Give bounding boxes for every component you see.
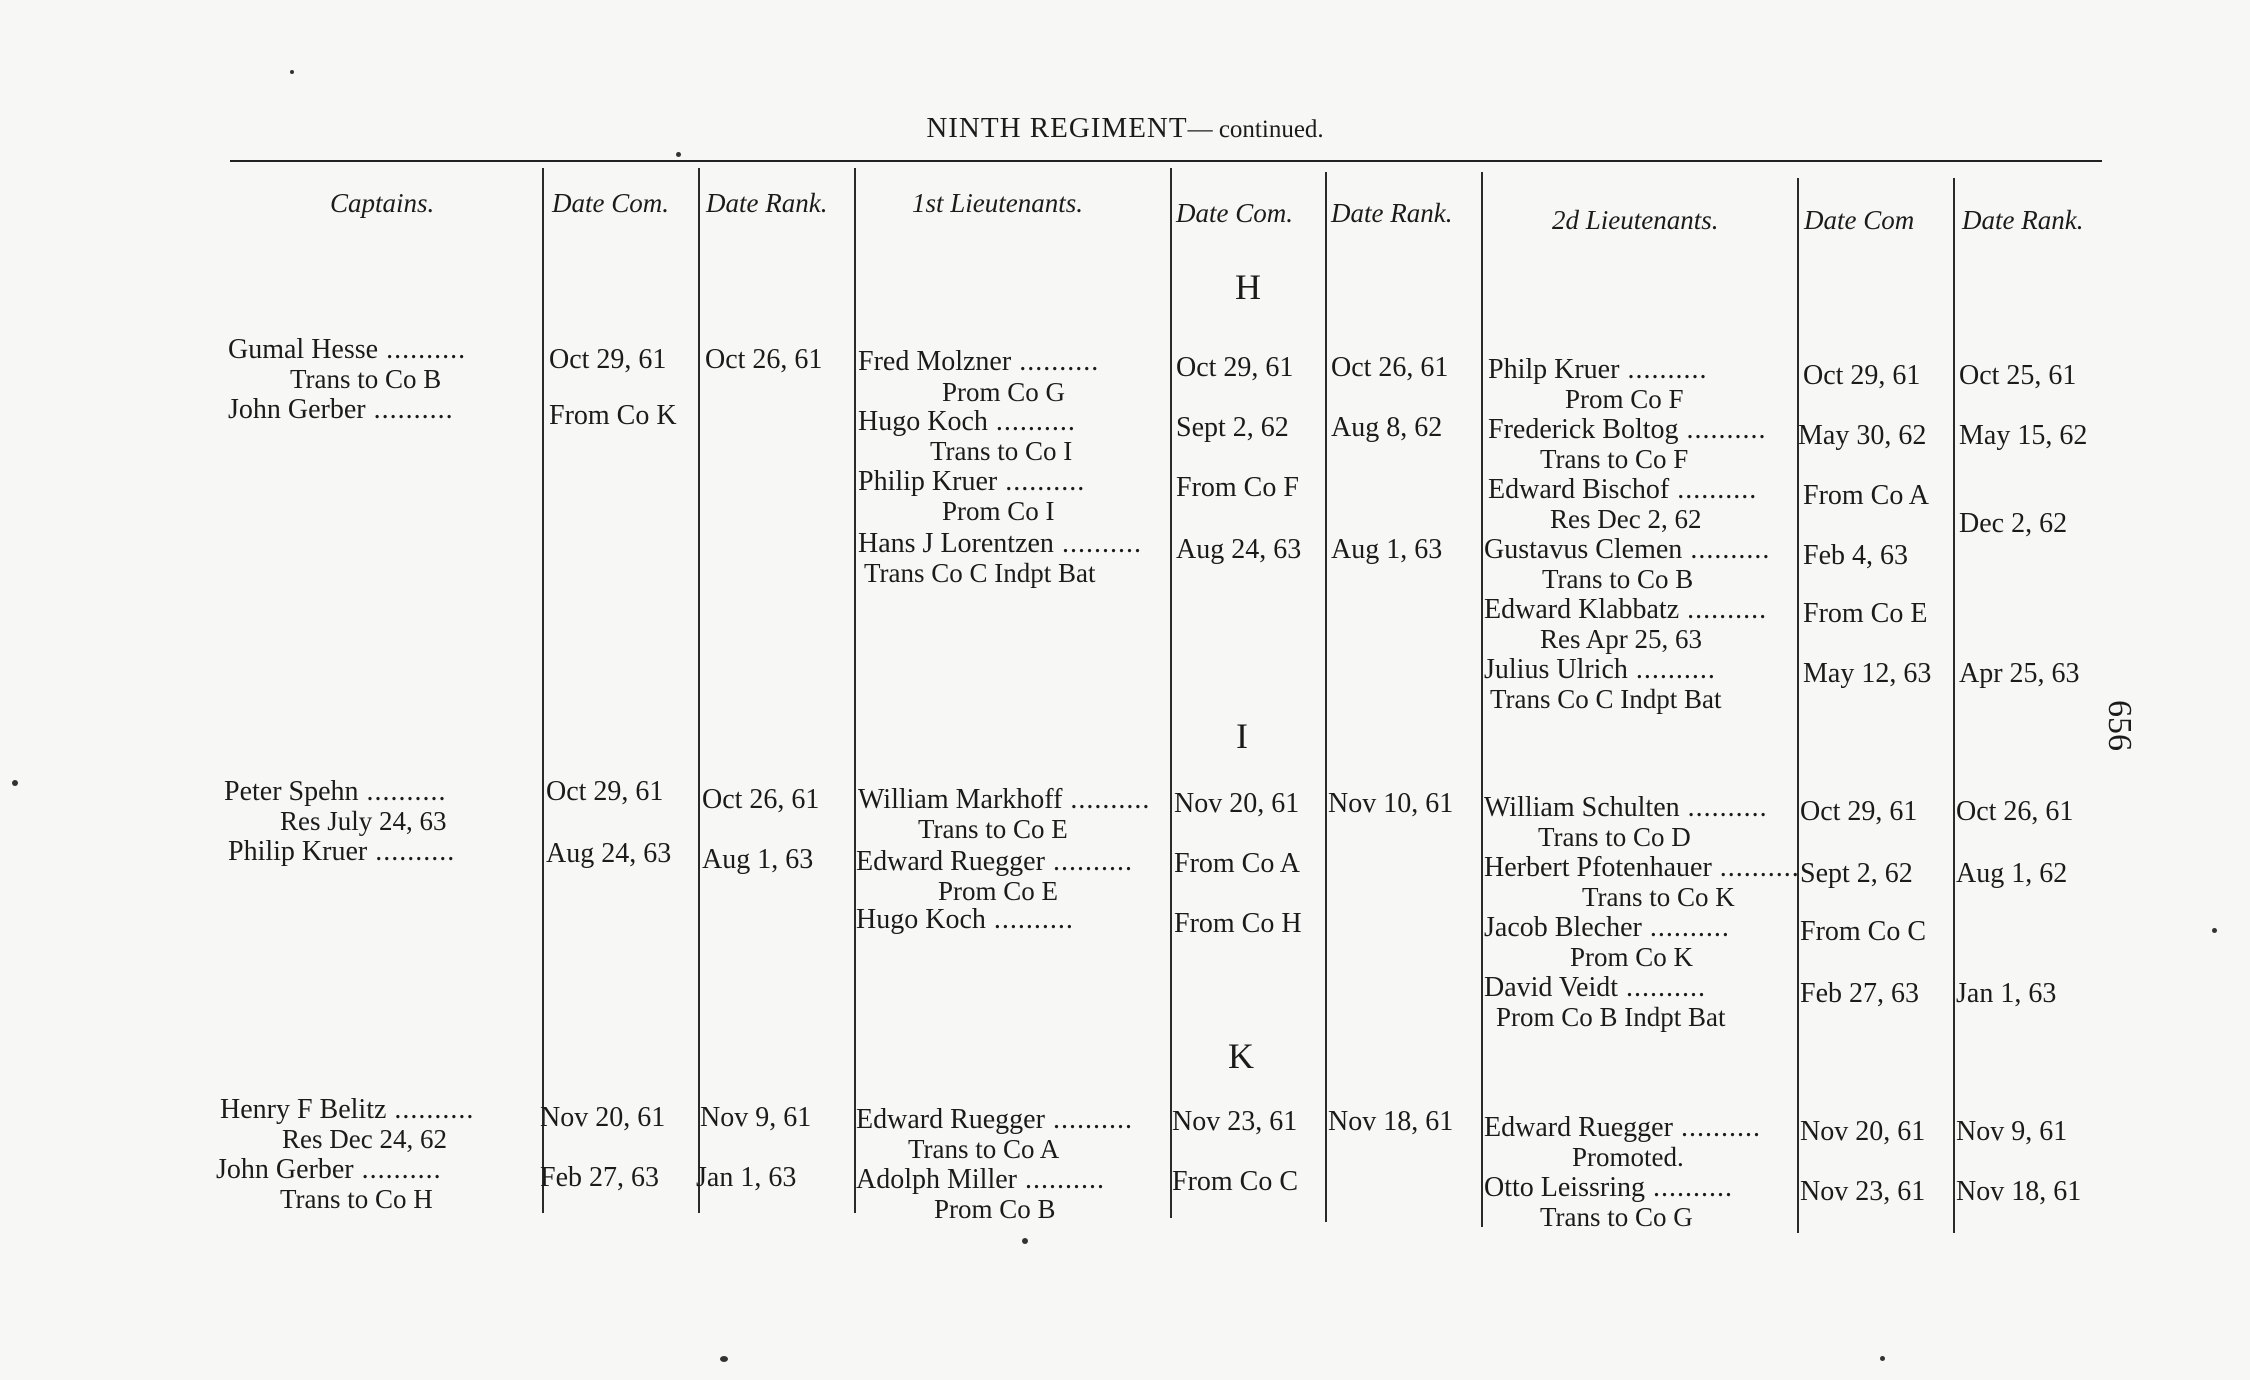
second-lt-note: Trans to Co F (1540, 444, 1689, 474)
first-lt-note: Trans to Co I (930, 436, 1073, 466)
captain-date-rank: Nov 9, 61 (700, 1102, 812, 1133)
second-lt-note: Prom Co K (1570, 942, 1694, 972)
captain-date-rank: Jan 1, 63 (696, 1162, 797, 1193)
captain-note: Trans to Co H (280, 1184, 433, 1214)
top-rule (230, 160, 2102, 162)
captain-name: John Gerber ..... (216, 1154, 442, 1186)
first-lt-note: Prom Co B (934, 1194, 1056, 1224)
header-first-lieutenants: 1st Lieutenants. (912, 188, 1084, 218)
second-lt-date-com: Feb 4, 63 (1803, 540, 1908, 571)
header-date-com-2: Date Com. (1176, 198, 1293, 228)
captain-date-rank: Oct 26, 61 (705, 344, 823, 375)
first-lt-date-com: Nov 23, 61 (1172, 1106, 1298, 1137)
first-lt-note: Trans to Co A (908, 1134, 1060, 1164)
second-lt-note: Trans to Co B (1542, 564, 1694, 594)
second-lt-name: Edward Klabbatz ..... (1484, 594, 1767, 626)
header-second-lieutenants: 2d Lieutenants. (1552, 205, 1719, 235)
captain-name: John Gerber ..... (228, 394, 454, 426)
captain-date-com: Nov 20, 61 (540, 1102, 666, 1133)
header-date-com-1: Date Com. (552, 188, 669, 218)
first-lt-name: Hugo Koch ..... (858, 406, 1076, 438)
first-lt-date-com: From Co F (1176, 472, 1299, 503)
captain-date-com: Oct 29, 61 (549, 344, 667, 375)
second-lt-note: Res Dec 2, 62 (1550, 504, 1702, 534)
second-lt-date-com: From Co C (1800, 916, 1927, 947)
second-lt-note: Trans to Co K (1582, 882, 1735, 912)
header-date-com-3: Date Com (1804, 205, 1915, 235)
second-lt-date-rank: May 15, 62 (1959, 420, 2088, 451)
second-lt-name: Edward Ruegger ..... (1484, 1112, 1761, 1144)
second-lt-name: Julius Ulrich ..... (1484, 654, 1716, 686)
captain-date-rank: Aug 1, 63 (702, 844, 814, 875)
scan-speck (2212, 928, 2217, 933)
section-label-h: H (1235, 267, 1261, 307)
header-date-rank-2: Date Rank. (1331, 198, 1453, 228)
captain-date-com: Aug 24, 63 (546, 838, 672, 869)
second-lt-note: Res Apr 25, 63 (1540, 624, 1702, 654)
captain-note: Res July 24, 63 (280, 806, 447, 836)
section-label-k: K (1228, 1036, 1254, 1076)
second-lt-note: Trans Co C Indpt Bat (1490, 684, 1722, 714)
column-rule (1170, 168, 1172, 1218)
second-lt-date-com: Oct 29, 61 (1803, 360, 1921, 391)
scan-speck (12, 780, 18, 786)
second-lt-name: Gustavus Clemen ..... (1484, 534, 1770, 566)
second-lt-date-com: Nov 23, 61 (1800, 1176, 1926, 1207)
second-lt-name: William Schulten ..... (1484, 792, 1768, 824)
scan-speck (1022, 1238, 1028, 1244)
captain-name: Gumal Hesse ..... (228, 334, 466, 366)
page-number: 656 (2101, 700, 2138, 751)
first-lt-date-rank: Aug 1, 63 (1331, 534, 1443, 565)
second-lt-name: Edward Bischof ..... (1488, 474, 1757, 506)
captain-date-com: Feb 27, 63 (540, 1162, 659, 1193)
second-lt-name: David Veidt ..... (1484, 972, 1706, 1004)
scan-speck (1880, 1356, 1885, 1361)
first-lt-date-com: From Co A (1174, 848, 1301, 879)
first-lt-note: Prom Co G (942, 377, 1066, 407)
first-lt-date-com: Sept 2, 62 (1176, 412, 1289, 443)
captain-date-rank: Oct 26, 61 (702, 784, 820, 815)
page-title (0, 112, 2250, 145)
captain-name: Philip Kruer ..... (228, 836, 455, 868)
first-lt-name: William Markhoff ..... (858, 784, 1150, 816)
second-lt-date-com: May 12, 63 (1803, 658, 1932, 689)
second-lt-name: Jacob Blecher ..... (1484, 912, 1730, 944)
second-lt-note: Promoted. (1572, 1142, 1684, 1172)
first-lt-note: Prom Co I (942, 496, 1055, 526)
second-lt-date-rank: Aug 1, 62 (1956, 858, 2068, 889)
scan-speck (676, 152, 681, 157)
second-lt-date-com: Sept 2, 62 (1800, 858, 1913, 889)
first-lt-date-com: Aug 24, 63 (1176, 534, 1302, 565)
scan-speck (720, 1356, 728, 1362)
first-lt-date-rank: Aug 8, 62 (1331, 412, 1443, 443)
second-lt-name: Herbert Pfotenhauer ..... (1484, 852, 1800, 884)
column-rule (854, 168, 856, 1213)
column-rule (1481, 172, 1483, 1227)
column-rule (1797, 178, 1799, 1233)
second-lt-date-rank: Oct 26, 61 (1956, 796, 2074, 827)
first-lt-note: Trans Co C Indpt Bat (864, 558, 1096, 588)
captain-date-com: Oct 29, 61 (546, 776, 664, 807)
captain-note: Res Dec 24, 62 (282, 1124, 447, 1154)
first-lt-date-rank: Nov 18, 61 (1328, 1106, 1454, 1137)
first-lt-note: Prom Co E (938, 876, 1059, 906)
second-lt-date-rank: Apr 25, 63 (1959, 658, 2080, 689)
second-lt-date-rank: Dec 2, 62 (1959, 508, 2068, 539)
column-rule (698, 168, 700, 1213)
second-lt-name: Philp Kruer ..... (1488, 354, 1707, 386)
header-captains: Captains. (330, 188, 435, 218)
first-lt-name: Hugo Koch ..... (856, 904, 1074, 936)
first-lt-note: Trans to Co E (918, 814, 1068, 844)
column-rule (542, 168, 544, 1213)
first-lt-date-com: Oct 29, 61 (1176, 352, 1294, 383)
second-lt-note: Prom Co F (1565, 384, 1684, 414)
second-lt-date-com: May 30, 62 (1798, 420, 1927, 451)
first-lt-name: Hans J Lorentzen ..... (858, 528, 1142, 560)
first-lt-name: Edward Ruegger ..... (856, 1104, 1133, 1136)
first-lt-date-rank: Oct 26, 61 (1331, 352, 1449, 383)
captain-note: Trans to Co B (290, 364, 442, 394)
captain-name: Henry F Belitz ..... (220, 1094, 474, 1126)
column-rule (1325, 172, 1327, 1222)
scan-speck (290, 70, 294, 74)
first-lt-date-com: From Co H (1174, 908, 1302, 939)
first-lt-date-com: From Co C (1172, 1166, 1299, 1197)
second-lt-date-com: Nov 20, 61 (1800, 1116, 1926, 1147)
first-lt-name: Fred Molzner ..... (858, 346, 1099, 378)
second-lt-note: Trans to Co G (1540, 1202, 1693, 1232)
second-lt-date-com: Oct 29, 61 (1800, 796, 1918, 827)
first-lt-name: Edward Ruegger ..... (856, 846, 1133, 878)
title-suffix: — continued. (1187, 116, 1324, 143)
captain-name: Peter Spehn ..... (224, 776, 447, 808)
second-lt-date-rank: Nov 18, 61 (1956, 1176, 2082, 1207)
header-date-rank-3: Date Rank. (1962, 205, 2084, 235)
first-lt-date-com: Nov 20, 61 (1174, 788, 1300, 819)
second-lt-date-rank: Jan 1, 63 (1956, 978, 2057, 1009)
header-date-rank-1: Date Rank. (706, 188, 828, 218)
captain-date-com: From Co K (549, 400, 677, 431)
first-lt-date-rank: Nov 10, 61 (1328, 788, 1454, 819)
column-rule (1953, 178, 1955, 1233)
section-label-i: I (1236, 716, 1248, 756)
second-lt-note: Prom Co B Indpt Bat (1496, 1002, 1726, 1032)
title-main: NINTH REGIMENT (926, 112, 1188, 144)
first-lt-name: Adolph Miller ..... (856, 1164, 1105, 1196)
second-lt-date-rank: Oct 25, 61 (1959, 360, 2077, 391)
second-lt-date-com: From Co A (1803, 480, 1930, 511)
second-lt-date-com: From Co E (1803, 598, 1928, 629)
second-lt-note: Trans to Co D (1538, 822, 1691, 852)
second-lt-name: Frederick Boltog ..... (1488, 414, 1767, 446)
second-lt-date-com: Feb 27, 63 (1800, 978, 1919, 1009)
second-lt-name: Otto Leissring ..... (1484, 1172, 1733, 1204)
first-lt-name: Philip Kruer ..... (858, 466, 1085, 498)
second-lt-date-rank: Nov 9, 61 (1956, 1116, 2068, 1147)
